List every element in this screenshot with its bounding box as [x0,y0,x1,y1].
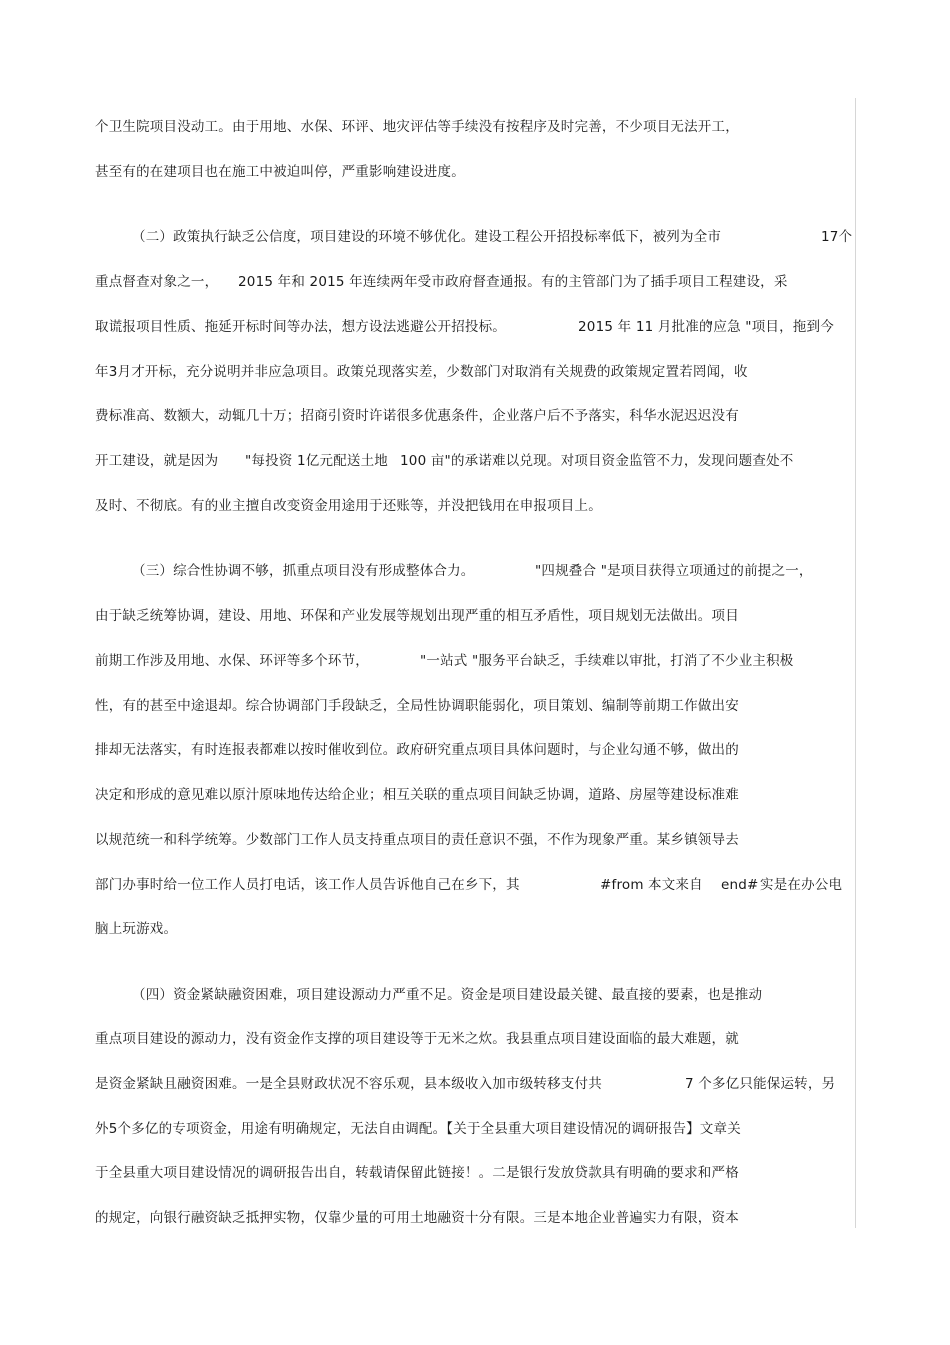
text-segment: 部门办事时给一位工作人员打电话，该工作人员告诉他自己在乡下，其 [95,877,520,893]
text-segment: 性，有的甚至中途退却。综合协调部门手段缺乏，全局性协调职能弱化，项目策划、编制等前期工作做出安 [95,698,739,714]
text-segment: "一站式 "服务平台缺乏，手续难以审批，打消了不少业主积极 [420,653,794,669]
text-segment: 2015 年和 2015 年连续两年受市政府督查通报。有的主管部门为了插手项目工程建设，采 [238,274,788,290]
text-segment: "每投资 1亿元配送土地 [245,453,388,469]
text-segment: end# [721,877,759,893]
text-segment: 年3月才开标，充分说明并非应急项目。政策兑现落实差，少数部门对取消有关规费的政策规定置若罔闻，收 [95,364,748,380]
text-segment: 本文来自 [648,877,703,893]
text-segment: 7 个多亿只能保运转，另 [685,1076,836,1092]
text-segment: 于全县重大项目建设情况的调研报告出自，转载请保留此链接！。二是银行发放贷款具有明确的要求和严格 [95,1165,739,1181]
text-segment: 脑上玩游戏。 [95,921,178,937]
text-segment: 个卫生院项目没动工。由于用地、水保、环评、地灾评估等手续没有按程序及时完善，不少项目无法开工， [95,119,739,135]
text-segment: 实是在办公电 [760,877,843,893]
text-segment: 重点督查对象之一， [95,274,219,290]
text-segment: 前期工作涉及用地、水保、环评等多个环节， [95,653,369,669]
text-segment: （四）资金紧缺融资困难，项目建设源动力严重不足。资金是项目建设最关键、最直接的要素，也是推动 [132,987,763,1003]
text-segment: 开工建设，就是因为 [95,453,219,469]
text-segment: "四规叠合 "是项目获得立项通过的前提之一， [535,563,813,579]
text-segment: #from [600,877,644,893]
text-segment: 决定和形成的意见难以原汁原味地传达给企业；相互关联的重点项目间缺乏协调，道路、房屋等建设标准难 [95,787,739,803]
text-segment: 100 亩"的承诺难以兑现。对项目资金监管不力，发现问题查处不 [400,453,794,469]
text-segment: 由于缺乏统筹协调，建设、用地、环保和产业发展等规划出现严重的相互矛盾性，项目规划无法做出。项目 [95,608,739,624]
text-segment: 费标准高、数额大，动辄几十万；招商引资时许诺很多优惠条件，企业落户后不予落实，科华水泥迟迟没有 [95,408,739,424]
text-segment: 以规范统一和科学统筹。少数部门工作人员支持重点项目的责任意识不强，不作为现象严重。某乡镇领导去 [95,832,739,848]
text-segment: 取谎报项目性质、拖延开标时间等办法，想方设法逃避公开招投标。 [95,319,506,335]
text-segment: 是资金紧缺且融资困难。一是全县财政状况不容乐观，县本级收入加市级转移支付共 [95,1076,602,1092]
text-segment: "应急 "项目，拖到今 [707,319,834,335]
text-segment: 甚至有的在建项目也在施工中被迫叫停，严重影响建设进度。 [95,164,465,180]
text-segment: 外5个多亿的专项资金，用途有明确规定，无法自由调配。【关于全县重大项目建设情况的调研报告】文章关 [95,1121,741,1137]
right-margin-rule [855,98,856,1228]
text-segment: （二）政策执行缺乏公信度，项目建设的环境不够优化。建设工程公开招投标率低下，被列为全市 [132,229,722,245]
text-segment: 的规定，向银行融资缺乏抵押实物，仅靠少量的可用土地融资十分有限。三是本地企业普遍实力有限，资本 [95,1210,739,1226]
text-segment: 排却无法落实，有时连报表都难以按时催收到位。政府研究重点项目具体问题时，与企业勾通不够，做出的 [95,742,739,758]
text-segment: 2015 年 11 月批准的 [578,319,713,335]
text-segment: 及时、不彻底。有的业主擅自改变资金用途用于还账等，并没把钱用在申报项目上。 [95,498,602,514]
text-segment: 重点项目建设的源动力，没有资金作支撑的项目建设等于无米之炊。我县重点项目建设面临的最大难题，就 [95,1031,739,1047]
text-segment: （三）综合性协调不够，抓重点项目没有形成整体合力。 [132,563,475,579]
text-segment: 17个 [821,229,853,245]
